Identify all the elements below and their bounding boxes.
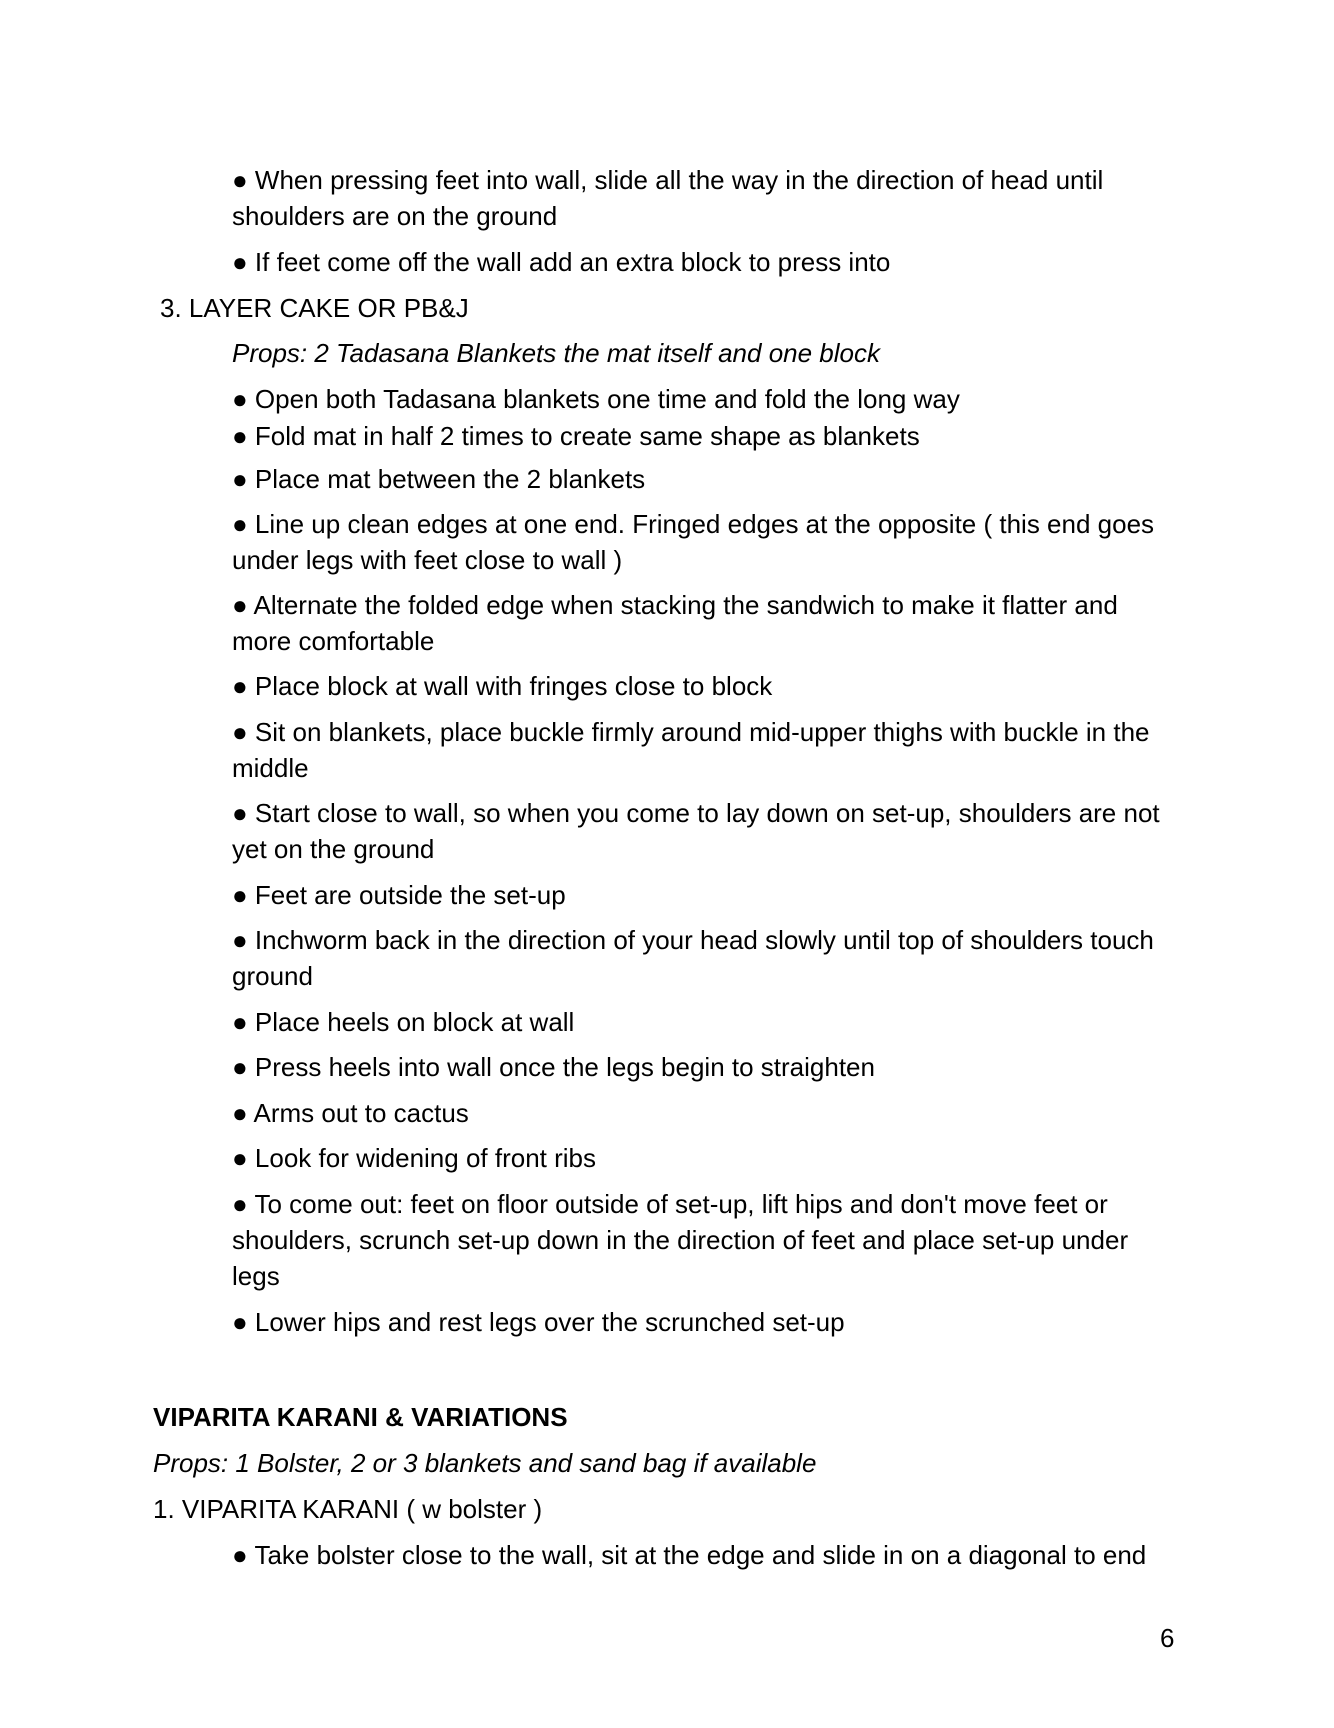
sub-heading: 1. VIPARITA KARANI ( w bolster ) xyxy=(153,1494,543,1524)
bullet-text-continued: shoulders, scrunch set-up down in the direction of feet and place set-up under xyxy=(232,1225,1129,1255)
bullet-text-continued: under legs with feet close to wall ) xyxy=(232,545,623,575)
bullet-text: ● Place mat between the 2 blankets xyxy=(232,464,646,494)
bullet-text: ● When pressing feet into wall, slide all the way in the direction of head until xyxy=(232,165,1104,195)
section-heading: 3. LAYER CAKE OR PB&J xyxy=(160,293,469,323)
bullet-text: ● Fold mat in half 2 times to create same shape as blankets xyxy=(232,421,920,451)
page-number: 6 xyxy=(1160,1623,1175,1653)
bullet-text: ● Place block at wall with fringes close to block xyxy=(232,671,773,701)
bullet-text: ● Press heels into wall once the legs begin to straighten xyxy=(232,1052,875,1082)
bullet-text: ● Lower hips and rest legs over the scrunched set-up xyxy=(232,1307,845,1337)
bullet-text: ● Look for widening of front ribs xyxy=(232,1143,596,1173)
bullet-text: ● Inchworm back in the direction of your head slowly until top of shoulders touch xyxy=(232,925,1154,955)
bullet-text: ● Arms out to cactus xyxy=(232,1098,469,1128)
bullet-text-continued: legs xyxy=(232,1261,280,1291)
bullet-text: ● Feet are outside the set-up xyxy=(232,880,566,910)
bullet-text: ● Alternate the folded edge when stacking the sandwich to make it flatter and xyxy=(232,590,1118,620)
props-note: Props: 2 Tadasana Blankets the mat itself and one block xyxy=(232,338,880,368)
bullet-text-continued: shoulders are on the ground xyxy=(232,201,558,231)
bullet-text: ● Place heels on block at wall xyxy=(232,1007,575,1037)
bullet-text: ● To come out: feet on floor outside of set-up, lift hips and don't move feet or xyxy=(232,1189,1108,1219)
props-note: Props: 1 Bolster, 2 or 3 blankets and sand bag if available xyxy=(153,1448,817,1478)
bullet-text-continued: yet on the ground xyxy=(232,834,435,864)
section-title: VIPARITA KARANI & VARIATIONS xyxy=(153,1402,568,1432)
bullet-text-continued: middle xyxy=(232,753,309,783)
bullet-text: ● If feet come off the wall add an extra block to press into xyxy=(232,247,891,277)
bullet-text-continued: ground xyxy=(232,961,313,991)
bullet-text: ● Sit on blankets, place buckle firmly around mid-upper thighs with buckle in the xyxy=(232,717,1150,747)
bullet-text: ● Take bolster close to the wall, sit at the edge and slide in on a diagonal to end xyxy=(232,1540,1147,1570)
bullet-text: ● Start close to wall, so when you come to lay down on set-up, shoulders are not xyxy=(232,798,1160,828)
bullet-text: ● Open both Tadasana blankets one time and fold the long way xyxy=(232,384,960,414)
bullet-text: ● Line up clean edges at one end. Fringed edges at the opposite ( this end goes xyxy=(232,509,1155,539)
bullet-text-continued: more comfortable xyxy=(232,626,435,656)
